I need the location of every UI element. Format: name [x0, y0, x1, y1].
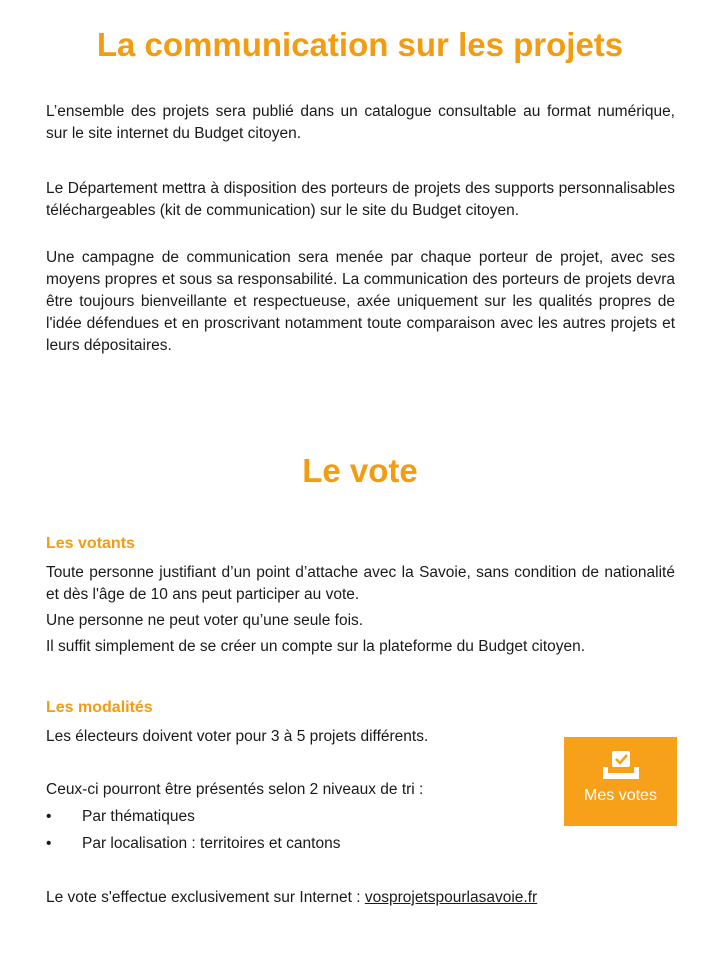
internet-vote-text	[46, 887, 537, 909]
modalites-heading: Les modalités	[46, 699, 153, 716]
tri-text: Ceux-ci pourront être présentés selon 2 niveaux de tri :	[46, 781, 424, 798]
page-title: La communication sur les projets	[96, 26, 624, 63]
list-item	[46, 806, 195, 828]
bullet-icon: •	[46, 808, 52, 825]
bullet-label: Par thématiques	[82, 808, 195, 825]
modalites-text: Les électeurs doivent voter pour 3 à 5 projets différents.	[46, 728, 429, 745]
ballot-box-icon	[601, 749, 641, 783]
votants-paragraph: Toute personne justifiant d’un point d’attache avec la Savoie, sans condition de nationalité et dès l'âge de 10 ans peut participer au vote.	[46, 564, 675, 603]
mes-votes-label: Mes votes	[584, 787, 657, 804]
internet-vote-label: Le vote s'effectue exclusivement sur Internet :	[46, 889, 365, 906]
kit-paragraph: Le Département mettra à disposition des porteurs de projets des supports personnalisables téléchargeables (kit de communication) sur le site du Budget citoyen.	[46, 180, 675, 219]
bullet-label: Par localisation : territoires et cantons	[82, 835, 341, 852]
mes-votes-button[interactable]	[564, 737, 677, 826]
account-text: Il suffit simplement de se créer un compte sur la plateforme du Budget citoyen.	[46, 638, 586, 655]
vote-title: Le vote	[302, 452, 418, 489]
bullet-icon: •	[46, 835, 52, 852]
website-link[interactable]: vosprojetspourlasavoie.fr	[364, 889, 538, 906]
votants-heading: Les votants	[46, 535, 135, 552]
catalogue-paragraph: L’ensemble des projets sera publié dans un catalogue consultable au format numérique, sur le site internet du Budget citoyen.	[46, 103, 675, 142]
campaign-paragraph: Une campagne de communication sera menée par chaque porteur de projet, avec ses moyens propres et sous sa responsabilité. La communication des porteurs de projets devra être toujours bienveillante et respectueuse, axée uniquement sur les qualités propres de l'idée défendues et en proscrivant notamment toute comparaison avec les autres projets et leurs dépositaires.	[46, 249, 675, 354]
list-item	[46, 833, 340, 855]
single-vote-text: Une personne ne peut voter qu’une seule fois.	[46, 612, 364, 629]
